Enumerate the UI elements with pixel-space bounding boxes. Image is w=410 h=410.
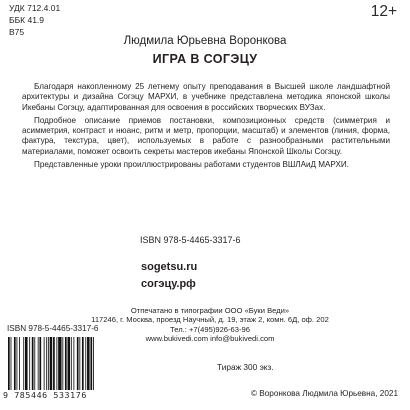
barcode-bar [77, 337, 79, 393]
website-link-rf[interactable]: согэцу.рф [141, 278, 196, 290]
barcode-bar [93, 337, 94, 393]
barcode-digits: 9 785446 533176 [3, 390, 123, 400]
barcode-bar [82, 337, 84, 393]
barcode-bar [56, 337, 57, 393]
barcode-bar [38, 337, 39, 393]
barcode-bar [62, 337, 63, 393]
barcode-bar [25, 337, 28, 393]
annotation-paragraph: Представленные уроки проиллюстрированы работами студентов ВШЛАиД МАРХИ. [34, 160, 349, 170]
barcode-bar [29, 337, 30, 393]
annotation-text [22, 82, 390, 173]
annotation-paragraph: Благодаря накопленному 25 летнему опыту преподавания в Высшей школе ландшафтной архитектуры и дизайна Согэцу МАРХИ, в учебнике представлена методика японской школы Икебаны Согэцу, адаптированная для освоения в российских творческих ВУЗах. [22, 82, 390, 112]
bbk-code: ББК 41.9 [9, 15, 45, 25]
barcode-bar [71, 337, 72, 393]
barcode-bar [85, 337, 86, 393]
barcode-bar [65, 337, 67, 393]
author-code: В75 [9, 27, 25, 37]
barcode-bar [48, 337, 49, 393]
barcode-bar [34, 337, 35, 393]
author-name: Людмила Юрьевна Воронкова [123, 35, 287, 47]
barcode-bar [50, 337, 53, 393]
barcode-bar [19, 337, 20, 393]
barcode-bar [44, 337, 45, 393]
barcode-bar [23, 337, 24, 393]
age-rating: 12+ [370, 3, 397, 20]
barcode-bar [58, 337, 61, 393]
copyright: © Воронкова Людмила Юрьевна, 2021 [250, 389, 398, 398]
barcode-bar [11, 337, 12, 393]
barcode-bar [90, 337, 92, 393]
barcode-bar [73, 337, 74, 393]
isbn-main: ISBN 978-5-4465-3317-6 [140, 235, 241, 245]
printer-name: Отпечатано в типографии ООО «Буки Веди» [130, 306, 290, 315]
printer-web: www.bukivedi.com info@bukivedi.com [145, 333, 275, 343]
barcode-isbn-label: ISBN 978-5-4465-3317-6 [7, 324, 99, 333]
website-link[interactable]: sogetsu.ru [141, 261, 198, 273]
barcode-bar [17, 337, 18, 393]
printer-address: 117246, г. Москва, проезд Научный, д. 19, этаж 2, комн. 6Д, оф. 202 [91, 315, 329, 325]
barcode-bar [14, 337, 16, 393]
barcode-bar [32, 337, 34, 393]
printer-phone: Тел.: +7(495)926-63-96 [170, 324, 250, 334]
annotation-paragraph: Подробное описание приемов постановки, композиционных средств (симметрия и асимметрия, контраст и нюанс, ритм и метр, пропорции, масштаб) и элементов (линия, форма, фактура, текстура, цвет), используемых в работе с разнообразными растительными материалами, поможет освоить секреты мастеров икебаны Японской Школы Согэцу. [22, 115, 390, 156]
udk-code: УДК 712.4.01 [9, 3, 61, 13]
print-run: Тираж 300 экз. [217, 362, 274, 372]
barcode-bar [68, 337, 71, 393]
barcode-bar [39, 337, 41, 393]
barcode-bar [8, 337, 10, 393]
book-title: ИГРА В СОГЭЦУ [152, 52, 258, 66]
barcode-bar [46, 337, 47, 393]
barcode-bar [87, 337, 90, 393]
barcode-bar [79, 337, 80, 393]
barcode-bar [53, 337, 55, 393]
